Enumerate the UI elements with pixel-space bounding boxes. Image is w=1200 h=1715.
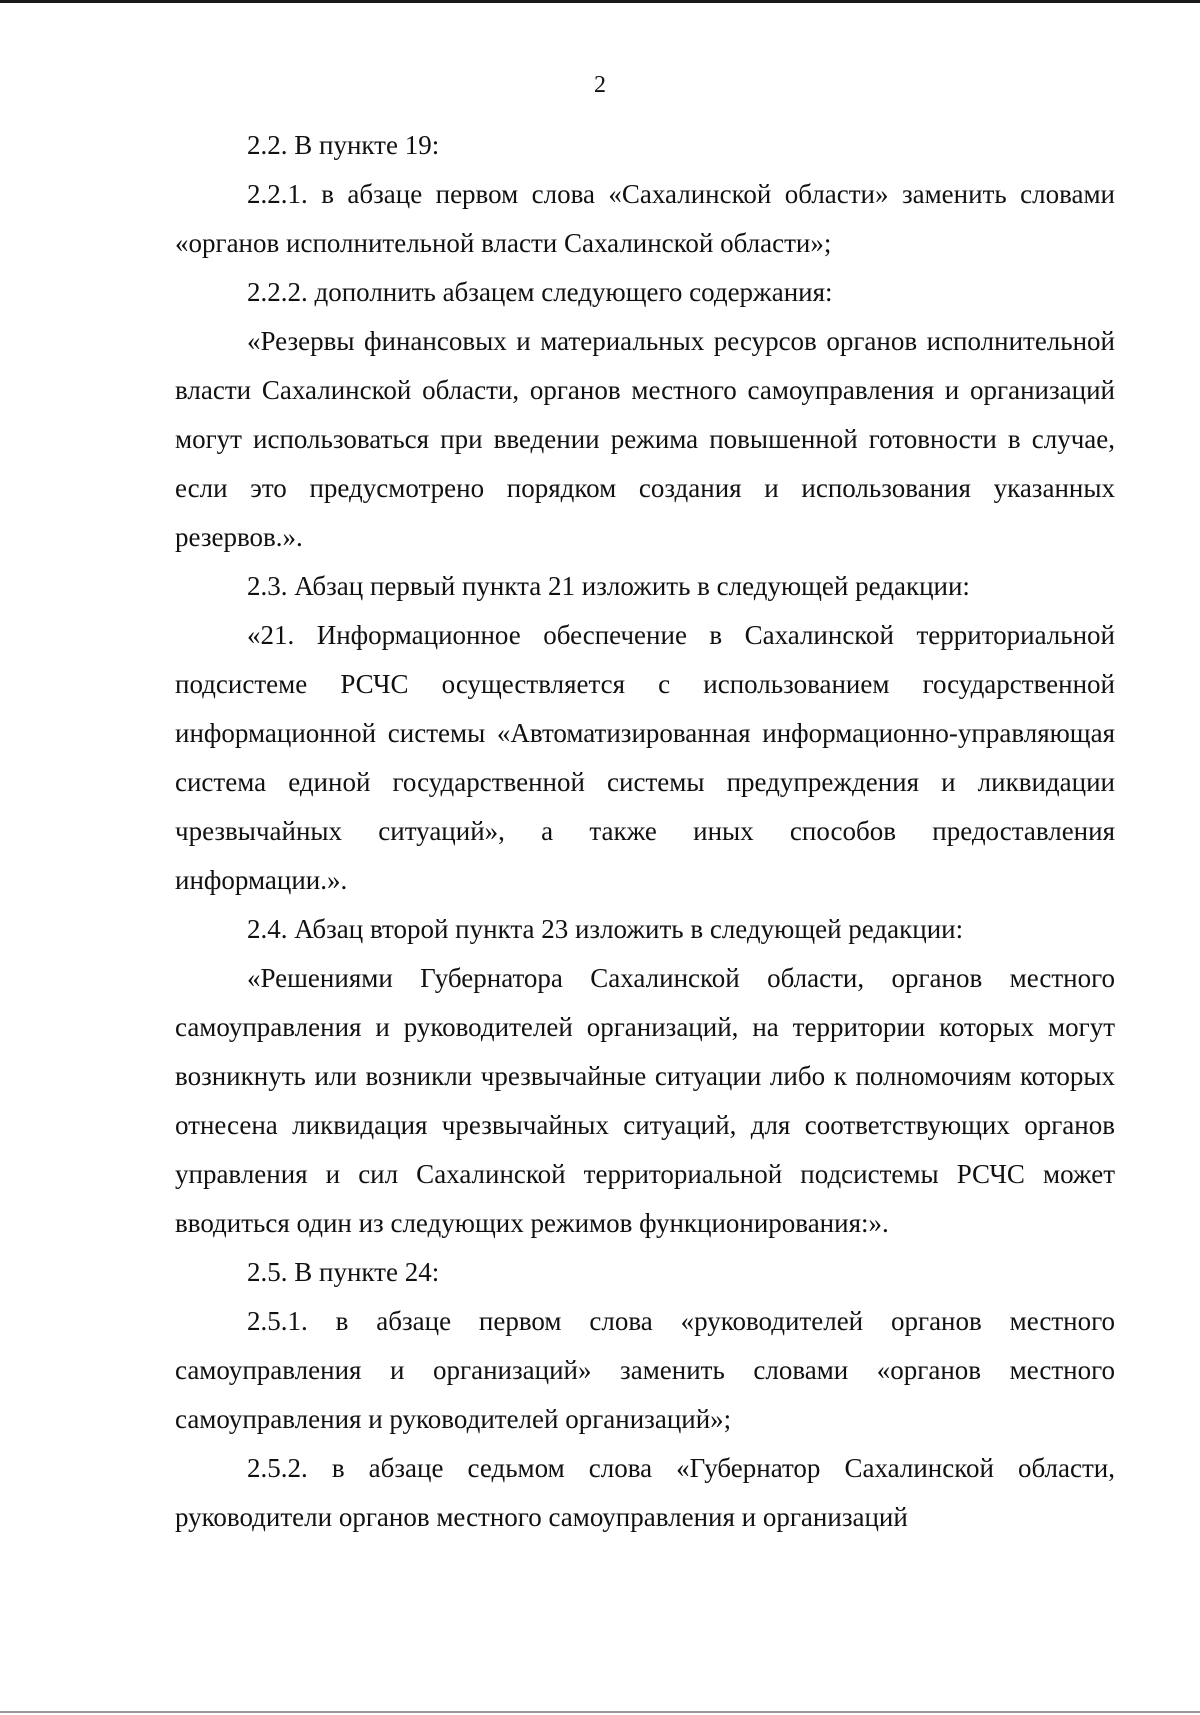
paragraph-2-3: 2.3. Абзац первый пункта 21 изложить в следующей редакции:: [247, 571, 970, 601]
paragraph-2-5: 2.5. В пункте 24:: [247, 1257, 440, 1287]
paragraph-quote-item-21: «21. Информационное обеспечение в Сахалинской территориальной подсистеме РСЧС осуществляется с использованием государственной информационной системы «Автоматизированная информационно-управляющая система единой государственной системы предупреждения и ликвидации чрезвычайных ситуаций», а также иных способов предоставления информации.».: [175, 620, 1115, 895]
paragraph-2-2-1: 2.2.1. в абзаце первом слова «Сахалинской области» заменить словами «органов исполнительной власти Сахалинской области»;: [175, 179, 1115, 258]
page-number: 2: [594, 72, 606, 98]
paragraph-2-2-2: 2.2.2. дополнить абзацем следующего содержания:: [247, 277, 833, 307]
document-body: [175, 121, 1115, 1542]
paragraph-2-5-2: 2.5.2. в абзаце седьмом слова «Губернатор Сахалинской области, руководители органов местного самоуправления и организаций: [175, 1453, 1115, 1532]
paragraph-quote-decisions: «Решениями Губернатора Сахалинской области, органов местного самоуправления и руководителей организаций, на территории которых могут возникнуть или возникли чрезвычайные ситуации либо к полномочиям которых отнесена ликвидация чрезвычайных ситуаций, для соответствующих органов управления и сил Сахалинской территориальной подсистемы РСЧС может вводиться один из следующих режимов функционирования:».: [175, 963, 1115, 1238]
paragraph-quote-reserves: «Резервы финансовых и материальных ресурсов органов исполнительной власти Сахалинской области, органов местного самоуправления и организаций могут использоваться при введении режима повышенной готовности в случае, если это предусмотрено порядком создания и использования указанных резервов.».: [175, 326, 1115, 552]
scan-edge-top: [0, 0, 1200, 3]
scan-edge-bottom: [0, 1711, 1200, 1713]
paragraph-2-4: 2.4. Абзац второй пункта 23 изложить в следующей редакции:: [247, 914, 964, 944]
paragraph-2-2: 2.2. В пункте 19:: [247, 130, 440, 160]
paragraph-2-5-1: 2.5.1. в абзаце первом слова «руководителей органов местного самоуправления и организаций» заменить словами «органов местного самоуправления и руководителей организаций»;: [175, 1306, 1115, 1434]
